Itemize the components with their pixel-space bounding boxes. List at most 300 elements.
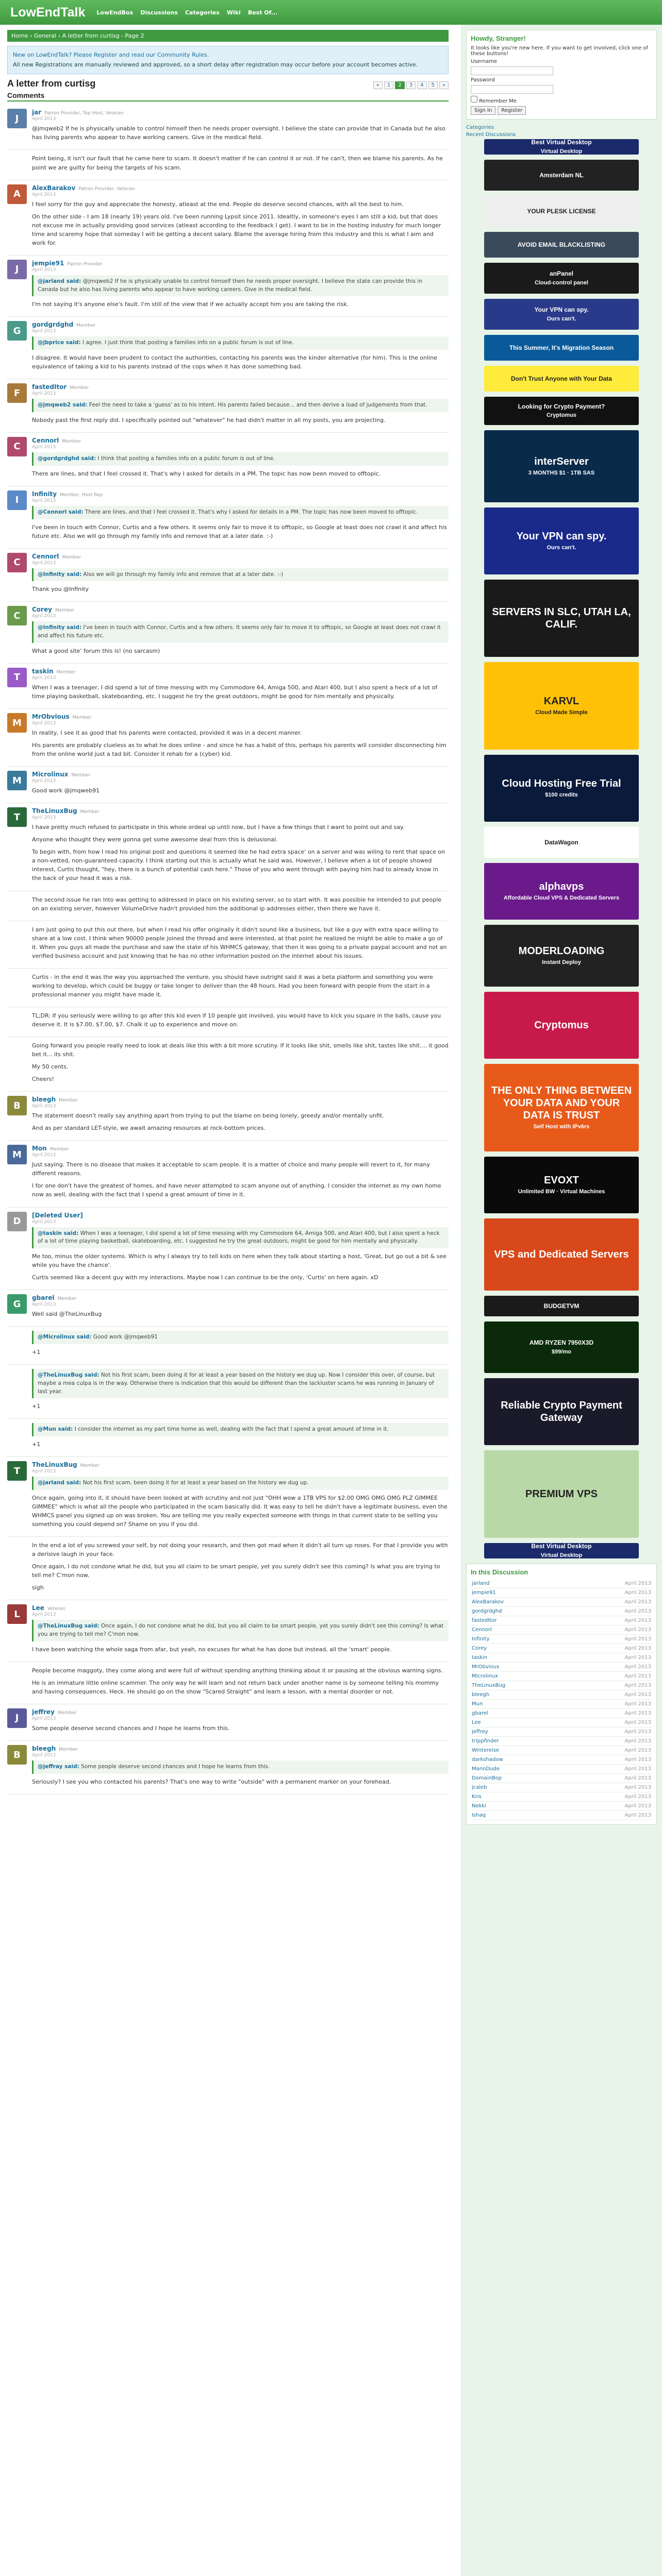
- quote-author[interactable]: @Microlinux said:: [38, 1334, 92, 1341]
- avatar[interactable]: J: [7, 260, 27, 279]
- comment-body: [32, 1011, 449, 1032]
- new-link[interactable]: New on LowEndTalk?: [13, 52, 72, 58]
- ad-subline: Virtual Desktop: [540, 148, 583, 155]
- username-link[interactable]: MrObvious: [32, 713, 70, 721]
- comment-text: Once again, I do not condone what he did, but you all claim to be smart people, yet you surely didn't see this coming? Is what you are trying to tell me? C'mon now.: [32, 1563, 440, 1579]
- pagination: [373, 81, 449, 89]
- ad-subline: Cryptomus: [546, 412, 577, 419]
- comment: [7, 317, 449, 379]
- comment-date[interactable]: April 2013: [32, 1219, 56, 1225]
- avatar[interactable]: [7, 1666, 27, 1686]
- username-link[interactable]: Cennorl: [32, 436, 59, 444]
- top-bar: [0, 0, 662, 25]
- site-logo[interactable]: LowEndTalk: [10, 5, 86, 20]
- username-label: Username: [471, 59, 497, 64]
- comment-date[interactable]: April 2013: [32, 267, 56, 273]
- blockquote: [32, 1620, 449, 1641]
- ad-column: [466, 139, 657, 1558]
- comment-text: sigh: [32, 1584, 44, 1591]
- participant-row: [471, 1653, 652, 1663]
- participant-name[interactable]: Wintereise: [471, 1746, 571, 1755]
- participant-name[interactable]: TheLinuxBug: [471, 1681, 571, 1690]
- ad-headline: anPanel: [549, 270, 574, 278]
- comment-date[interactable]: April 2013: [32, 444, 56, 450]
- user-role: Member: [72, 715, 92, 721]
- sidebar-ad[interactable]: [484, 992, 639, 1059]
- comment-header: [32, 437, 449, 444]
- participant-row: [471, 1746, 652, 1755]
- participant-row: [471, 1802, 652, 1811]
- avatar[interactable]: M: [7, 771, 27, 790]
- avatar[interactable]: I: [7, 490, 27, 510]
- avatar[interactable]: [7, 925, 27, 945]
- sidebar-category-link[interactable]: Recent Discussions: [466, 132, 516, 138]
- sidebar-ad[interactable]: [484, 925, 639, 987]
- sidebar-ad[interactable]: [484, 1450, 639, 1538]
- participant-row: [471, 1690, 652, 1700]
- comment: [7, 1537, 449, 1600]
- main-column: [0, 25, 456, 2576]
- participant-name[interactable]: Mun: [471, 1700, 571, 1709]
- page-link[interactable]: 2: [395, 81, 404, 89]
- sidebar-ad[interactable]: [484, 335, 639, 361]
- comment-text: @jmqweb2 If he is physically unable to control himself then he needs proper oversight. I believe the state can provide that in Canada but he also has living parents who appear to have working careers. Give in the medical field.: [32, 125, 446, 141]
- quote-author[interactable]: @gordgrdghd said:: [38, 455, 96, 462]
- username-link[interactable]: jar: [32, 109, 42, 116]
- blockquote: [32, 399, 449, 412]
- ad-subline: Self Host with IPv6rs: [533, 1124, 590, 1130]
- username-link[interactable]: Microlinux: [32, 771, 69, 778]
- participant-date: April 2013: [571, 1579, 652, 1588]
- participant-name[interactable]: AlexBarakov: [471, 1598, 571, 1607]
- comment-text: The statement doesn't really say anything apart from trying to put the blame on being lonely, greedy and/or mentally unfit.: [32, 1112, 384, 1120]
- username-link[interactable]: bleegh: [32, 1096, 56, 1104]
- username-link[interactable]: fastedItor: [32, 383, 67, 391]
- avatar[interactable]: [7, 1331, 27, 1350]
- ad-headline: VPS and Dedicated Servers: [494, 1249, 629, 1260]
- comment-text: Once again, going into it, it should have been looked at with scrutiny and not just "OHH wow a 1TB VPS for $2.00 OMG OMG OMG PLZ GIMMEE GIMMEE" which is what all the people who participated in the scam basically did. It was easy to tell he didn't have a legitimate business, even the WHMCS panel you signed up on was broken. You are telling me you really expected someone with things in that current state to be selling you something you could depend on? Shame on you if you did.: [32, 1494, 448, 1528]
- avatar[interactable]: C: [7, 437, 27, 456]
- username-link[interactable]: jeffrey: [32, 1708, 55, 1716]
- user-role: Member: [56, 669, 76, 675]
- comment-date[interactable]: April 2013: [32, 329, 56, 334]
- participant-name[interactable]: Corey: [471, 1644, 571, 1653]
- ad-subline: Ours can't.: [547, 315, 576, 322]
- nav-link[interactable]: Discussions: [140, 9, 178, 16]
- comment-header: [32, 321, 449, 328]
- participant-row: [471, 1616, 652, 1625]
- comment-body: [32, 260, 449, 313]
- comment: [7, 433, 449, 486]
- participant-date: April 2013: [571, 1755, 652, 1765]
- sidebar-ad[interactable]: [484, 827, 639, 858]
- comment-header: [32, 1294, 449, 1301]
- participant-name[interactable]: Microlinux: [471, 1672, 571, 1681]
- participant-date: April 2013: [571, 1653, 652, 1663]
- participant-name[interactable]: taskin: [471, 1653, 571, 1663]
- sidebar-ad[interactable]: [484, 263, 639, 294]
- user-role: Member: [55, 608, 74, 614]
- blockquote: [32, 1477, 449, 1490]
- participant-name[interactable]: bleegh: [471, 1690, 571, 1700]
- participant-row: [471, 1783, 652, 1792]
- ad-headline: PREMIUM VPS: [525, 1488, 598, 1500]
- comment-date[interactable]: April 2013: [32, 498, 56, 503]
- avatar[interactable]: G: [7, 321, 27, 341]
- participant-row: [471, 1644, 652, 1653]
- user-role: Member: [57, 1296, 77, 1302]
- comment-body: [32, 383, 449, 428]
- blockquote: [32, 1227, 449, 1249]
- comment-text: Just saying. There is no disease that makes it acceptable to scam people. It is a matter of choice and many people will revert to it, for many different reasons.: [32, 1161, 430, 1177]
- page-link[interactable]: 4: [417, 81, 426, 89]
- username-link[interactable]: TheLinuxBug: [32, 1461, 77, 1469]
- avatar[interactable]: [7, 1541, 27, 1561]
- comment-date[interactable]: April 2013: [32, 815, 56, 821]
- participant-row: [471, 1625, 652, 1635]
- comment-date[interactable]: April 2013: [32, 1153, 56, 1158]
- comment-date[interactable]: April 2013: [32, 1469, 56, 1475]
- avatar[interactable]: [7, 973, 27, 992]
- thread-title: A letter from curtisg: [7, 78, 96, 89]
- sidebar-ad[interactable]: [484, 580, 639, 657]
- page-link[interactable]: »: [439, 81, 449, 89]
- participant-name[interactable]: darkshadow: [471, 1755, 571, 1765]
- sidebar-ad[interactable]: [484, 160, 639, 191]
- comment: [7, 664, 449, 709]
- page-link[interactable]: 1: [384, 81, 393, 89]
- comment: [7, 1600, 449, 1662]
- comment-body: [32, 1331, 449, 1360]
- comment-header: [32, 1212, 449, 1219]
- comment-body: [32, 1604, 449, 1657]
- comment-date[interactable]: April 2013: [32, 1753, 56, 1758]
- comment: [7, 150, 449, 180]
- user-role: Member: [62, 554, 81, 560]
- sidebar-category-link[interactable]: Categories: [466, 125, 494, 130]
- quote-author[interactable]: @Infinity said:: [38, 624, 81, 631]
- avatar[interactable]: [7, 1011, 27, 1031]
- ad-headline: Your VPN can spy.: [534, 306, 589, 314]
- sidebar-ad[interactable]: [484, 139, 639, 155]
- quote-text: Also we will go through my family info and remove that at a later date. :-): [83, 571, 284, 578]
- user-role: Patron Provider, Veteran: [78, 186, 135, 192]
- avatar[interactable]: T: [7, 807, 27, 827]
- avatar[interactable]: J: [7, 109, 27, 128]
- comment-date[interactable]: April 2013: [32, 1612, 56, 1618]
- password-input[interactable]: [471, 85, 553, 94]
- avatar[interactable]: [7, 1369, 27, 1388]
- username-link[interactable]: Infinity: [32, 490, 57, 498]
- avatar[interactable]: T: [7, 1461, 27, 1481]
- avatar[interactable]: G: [7, 1294, 27, 1314]
- participant-row: [471, 1579, 652, 1588]
- user-role: Member: [70, 385, 89, 391]
- avatar[interactable]: T: [7, 668, 27, 687]
- username-link[interactable]: AlexBarakov: [32, 184, 76, 192]
- avatar[interactable]: J: [7, 1708, 27, 1728]
- username-link[interactable]: jempie91: [32, 259, 64, 267]
- avatar[interactable]: A: [7, 184, 27, 204]
- breadcrumb[interactable]: Home › General › A letter from curtisg - Page 2: [7, 30, 449, 42]
- quote-author[interactable]: @jmqweb2 said:: [38, 402, 88, 409]
- participant-date: April 2013: [571, 1774, 652, 1783]
- comment-text: What a good site' forum this is! (no sarcasm): [32, 647, 160, 654]
- comment: [7, 549, 449, 602]
- comment-text: On the other side - I am 18 (nearly 19) years old. I've been running Lypsit since 2011. Idealtly, in someone's eyes I am still a kid, but that does not excuse me in actually providing good services (atleast according to the feedback I get). I want to be in the hosting industry for much longer time and scaremy hope that someday I will be getting a decent salary. Blame the average hiring from this industry and this is what I aim and work for.: [32, 213, 441, 246]
- avatar[interactable]: C: [7, 606, 27, 625]
- comment-date[interactable]: April 2013: [32, 1104, 56, 1109]
- sidebar-ad[interactable]: [484, 1157, 639, 1213]
- comment-text: Anyone who thought they were gonna get some awesome deal from this is delusional.: [32, 836, 278, 843]
- user-role: Member: [62, 438, 81, 444]
- participant-date: April 2013: [571, 1681, 652, 1690]
- ad-headline: Amsterdam NL: [539, 171, 584, 179]
- quote-author[interactable]: @Mun said:: [38, 1426, 73, 1433]
- comment: [7, 1419, 449, 1457]
- page-link[interactable]: «: [373, 81, 383, 89]
- username-link[interactable]: [Deleted User]: [32, 1211, 83, 1219]
- avatar[interactable]: B: [7, 1096, 27, 1115]
- username-link[interactable]: TheLinuxBug: [32, 807, 77, 815]
- comment-header: [32, 1745, 449, 1752]
- nav-link[interactable]: LowEndBox: [96, 9, 134, 16]
- quote-text: Not his first scam, been doing it for at least a year based on the history we dug up. Now I consider this over, of course, but maybe a mea culpa is in the way. Otherwise there is indication that this would be different than the lackluster scams he was running in January of last year.: [38, 1372, 435, 1395]
- participant-date: April 2013: [571, 1700, 652, 1709]
- participant-name[interactable]: trippfinder: [471, 1737, 571, 1746]
- quote-text: Not his first scam, been doing it for at least a year based on the history we dug up.: [82, 1480, 309, 1486]
- participant-name[interactable]: gordgrdghd: [471, 1607, 571, 1616]
- comment-text: Nobody past the first reply did. I specifically pointed out "whatever" he had didn't matter in all my posts, you are projecting.: [32, 416, 386, 423]
- username-link[interactable]: Corey: [32, 606, 52, 614]
- quote-author[interactable]: @Infinity said:: [38, 571, 81, 578]
- comment-text: I am just going to put this out there, but when I read his offer originally it didn't sound like a business, but like a guy with extra space willing to share at a low cost. I think when 90000 people joined the thread and were interested, at that point he realized he might be able to make a go of it. When you guys all made the purchase and saw the state of his WHMCS gateway, that then it was going to a private paypal account and not an verified business account and just knowing that he has no other information posted on the internet about his issues.: [32, 926, 447, 959]
- sidebar-ad[interactable]: [484, 397, 639, 425]
- ad-subline: Virtual Desktop: [540, 1552, 583, 1558]
- ad-headline: Best Virtual Desktop: [531, 139, 592, 146]
- avatar[interactable]: M: [7, 713, 27, 733]
- nav-link[interactable]: Categories: [185, 9, 220, 16]
- username-link[interactable]: taskin: [32, 667, 54, 675]
- username-input[interactable]: [471, 66, 553, 75]
- avatar[interactable]: [7, 895, 27, 915]
- avatar[interactable]: C: [7, 553, 27, 572]
- comment-date[interactable]: April 2013: [32, 675, 56, 681]
- comment-date[interactable]: April 2013: [32, 391, 56, 397]
- avatar[interactable]: [7, 154, 27, 174]
- participant-name[interactable]: jarland: [471, 1579, 571, 1588]
- remember-checkbox[interactable]: [471, 96, 477, 103]
- ad-subline: Unlimited BW · Virtual Machines: [518, 1189, 605, 1195]
- sidebar-ad[interactable]: [484, 1064, 639, 1151]
- participant-row: [471, 1811, 652, 1820]
- comment-text: Curtis seemed like a decent guy with my interactions. Maybe now I can continue to be the only, 'Curtis' on here again. xD: [32, 1274, 378, 1281]
- quote-author[interactable]: @TheLinuxBug said:: [38, 1623, 100, 1630]
- participant-name[interactable]: jempie91: [471, 1588, 571, 1598]
- comment-text: The second issue he ran into was getting to addressed in place on his existing server, so to start with. It was possible he intended to put people on an existing server, however VolumeDrive hadn't provided him the additional ip addresses either, then there we have it.: [32, 896, 442, 912]
- quote-author[interactable]: @jarland said:: [38, 1480, 81, 1486]
- participant-name[interactable]: DomainBop: [471, 1774, 571, 1783]
- blockquote: [32, 506, 449, 519]
- comment-body: [32, 1745, 449, 1790]
- comment-date[interactable]: April 2013: [32, 116, 56, 122]
- quote-text: I think that posting a families info on a public forum is out of line.: [97, 455, 275, 462]
- comment-body: [32, 1423, 449, 1452]
- quote-author[interactable]: @jarland said:: [38, 278, 81, 284]
- sidebar-ad[interactable]: [484, 1296, 639, 1316]
- comment: [7, 180, 449, 256]
- sidebar-ad[interactable]: [484, 1218, 639, 1291]
- participant-name[interactable]: Lee: [471, 1718, 571, 1727]
- comment-date[interactable]: April 2013: [32, 560, 56, 566]
- ad-headline: Looking for Crypto Payment?: [518, 402, 605, 410]
- quote-author[interactable]: @Cennorl said:: [38, 509, 84, 515]
- blockquote: [32, 568, 449, 582]
- register-rules-link[interactable]: Please Register and read our Community Rules.: [73, 52, 209, 58]
- comment-header: [32, 490, 449, 498]
- participant-date: April 2013: [571, 1737, 652, 1746]
- register-button[interactable]: Register: [498, 106, 526, 115]
- welcome-notice: [7, 46, 449, 74]
- comment-date[interactable]: April 2013: [32, 192, 56, 197]
- user-role: Veteran: [47, 1606, 65, 1612]
- participant-name[interactable]: gbarel: [471, 1709, 571, 1718]
- comment-text: He is an immature little online scammer. The only way he will learn and not return back under another name is by someone telling his mommy and having consequences. Heck. He should go on the show "Scared Straight" and learn a lesson, with a mental disorder or not.: [32, 1679, 439, 1695]
- username-link[interactable]: gordgrdghd: [32, 321, 74, 329]
- comment: [7, 891, 449, 921]
- username-link[interactable]: gbarel: [32, 1294, 55, 1302]
- comment-text: In reality, I see it as good that his parents were contacted, provided it was in a decent manner.: [32, 730, 302, 737]
- comment-body: [32, 895, 449, 917]
- comment: [7, 803, 449, 891]
- comment-text: And as per standard LET-style, we await amazing resources at rock-bottom prices.: [32, 1125, 266, 1132]
- quote-author[interactable]: @TheLinuxBug said:: [38, 1372, 100, 1378]
- comment-list: [7, 105, 449, 1794]
- user-role: Member: [59, 1098, 78, 1104]
- avatar[interactable]: D: [7, 1212, 27, 1231]
- comment-header: [32, 713, 449, 720]
- user-role: Member: [80, 809, 100, 815]
- avatar[interactable]: L: [7, 1604, 27, 1624]
- comment-text: +1: [32, 1403, 41, 1410]
- signin-title: Howdy, Stranger!: [471, 35, 526, 42]
- user-role: Member: [76, 323, 96, 329]
- avatar[interactable]: B: [7, 1745, 27, 1765]
- participant-row: [471, 1672, 652, 1681]
- page-link[interactable]: 5: [428, 81, 438, 89]
- ad-subline: 3 MONTHS $1 · 1TB SAS: [528, 470, 595, 477]
- comment-date[interactable]: April 2013: [32, 778, 56, 784]
- ad-headline: KARVL: [543, 696, 580, 707]
- comment-date[interactable]: April 2013: [32, 614, 56, 619]
- comment-body: [32, 154, 449, 175]
- sidebar-ad[interactable]: [484, 430, 639, 502]
- quote-author[interactable]: @jeffray said:: [38, 1764, 79, 1770]
- sidebar-ad[interactable]: [484, 863, 639, 920]
- comment: [7, 1007, 449, 1037]
- comment-body: [32, 1145, 449, 1202]
- comment: [7, 105, 449, 150]
- sidebar-ad[interactable]: [484, 507, 639, 574]
- comment-date[interactable]: April 2013: [32, 721, 56, 726]
- participant-name[interactable]: Ishaq: [471, 1811, 571, 1820]
- username-link[interactable]: bleegh: [32, 1745, 56, 1752]
- sidebar-ad[interactable]: [484, 366, 639, 392]
- participant-name[interactable]: jeffrey: [471, 1727, 571, 1737]
- comment-header: [32, 184, 449, 192]
- ad-subline: Affordable Cloud VPS & Dedicated Servers: [503, 895, 620, 902]
- comment: [7, 256, 449, 317]
- participant-date: April 2013: [571, 1644, 652, 1653]
- sidebar-ad[interactable]: [484, 755, 639, 822]
- participant-name[interactable]: MannDude: [471, 1765, 571, 1774]
- comment-header: [32, 383, 449, 391]
- comment-text: +1: [32, 1348, 41, 1355]
- username-link[interactable]: Lee: [32, 1604, 44, 1612]
- comment-body: [32, 1708, 449, 1736]
- signin-box: [466, 30, 657, 120]
- avatar[interactable]: [7, 1041, 27, 1061]
- comment-date[interactable]: April 2013: [32, 1716, 56, 1721]
- sidebar-ad[interactable]: [484, 299, 639, 330]
- username-link[interactable]: Mon: [32, 1145, 47, 1153]
- comment-text: Some people deserve second chances and I hope he learns from this.: [32, 1724, 230, 1732]
- signin-button[interactable]: Sign In: [471, 106, 495, 115]
- comment-body: [32, 490, 449, 544]
- sidebar-ad[interactable]: [484, 196, 639, 227]
- sidebar-ad[interactable]: [484, 1543, 639, 1558]
- participant-row: [471, 1709, 652, 1718]
- sidebar-ad[interactable]: [484, 1378, 639, 1445]
- participant-name[interactable]: Cennorl: [471, 1625, 571, 1635]
- comment-date[interactable]: April 2013: [32, 1302, 56, 1308]
- comment-text: In the end a lot of you screwed your self, by not doing your research, and then got mad when it didn't all turn up roses. For that I provide you with a derisive laugh in your face.: [32, 1542, 448, 1558]
- avatar[interactable]: M: [7, 1145, 27, 1164]
- participant-name[interactable]: Infinity: [471, 1635, 571, 1644]
- ad-headline: DataWagon: [544, 838, 578, 846]
- ad-headline: MODERLOADING: [518, 945, 605, 957]
- quote-author[interactable]: @jbprice said:: [38, 340, 81, 346]
- comment-body: [32, 1666, 449, 1700]
- participant-name[interactable]: jcaleb: [471, 1783, 571, 1792]
- participant-date: April 2013: [571, 1746, 652, 1755]
- comment: [7, 379, 449, 433]
- comment-text: My 50 cents.: [32, 1063, 69, 1071]
- participant-name[interactable]: Nekki: [471, 1802, 571, 1811]
- participant-row: [471, 1700, 652, 1709]
- sidebar-ad[interactable]: [484, 1321, 639, 1373]
- nav-link[interactable]: Best Of...: [247, 9, 278, 16]
- comment-header: [32, 1145, 449, 1152]
- nav-link[interactable]: Wiki: [226, 9, 241, 16]
- participant-name[interactable]: MrObvious: [471, 1663, 571, 1672]
- comment-header: [32, 1461, 449, 1468]
- participant-name[interactable]: fastedItor: [471, 1616, 571, 1625]
- participant-date: April 2013: [571, 1727, 652, 1737]
- ad-headline: Your VPN can spy.: [516, 531, 607, 543]
- avatar[interactable]: [7, 1423, 27, 1443]
- quote-author[interactable]: @taskin said:: [38, 1230, 79, 1236]
- sidebar-ad[interactable]: [484, 662, 639, 750]
- username-link[interactable]: Cennorl: [32, 552, 59, 560]
- page-link[interactable]: 3: [406, 81, 416, 89]
- participant-row: [471, 1718, 652, 1727]
- avatar[interactable]: F: [7, 383, 27, 403]
- participant-name[interactable]: Kris: [471, 1792, 571, 1802]
- comment-body: [32, 437, 449, 482]
- participant-date: April 2013: [571, 1588, 652, 1598]
- sidebar-ad[interactable]: [484, 232, 639, 258]
